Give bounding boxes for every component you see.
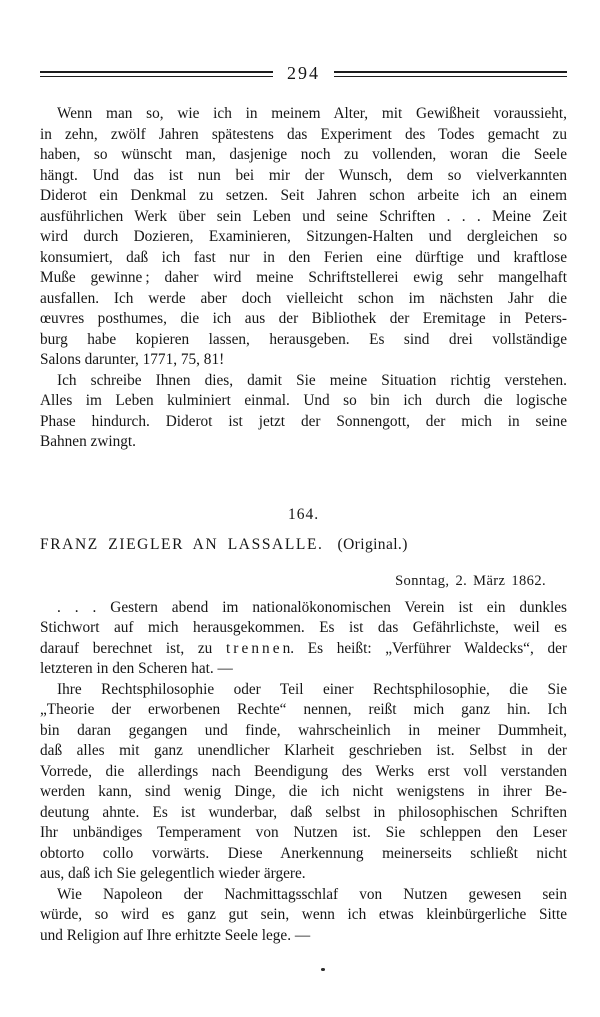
text-line: bin daran gegangen und finde, wahrscheinlich in meiner Dummheit, (40, 721, 567, 739)
text-line: Diderot ein Denkmal zu setzen. Seit Jahren schon arbeite ich an einem (40, 187, 567, 204)
text-line: letzteren in den Scheren hat. — (40, 660, 233, 677)
text-line: œuvres posthumes, die ich aus der Bibliothek der Eremitage in Peters- (40, 310, 567, 327)
text-line: Ich schreibe Ihnen dies, damit Sie meine Situation richtig verstehen. (57, 371, 567, 389)
text-line: Wie Napoleon der Nachmittagsschlaf von Nutzen gewesen sein (57, 885, 567, 903)
text-line: ausführlichen Werk über sein Leben und seine Schriften . . . Meine Zeit (40, 207, 567, 225)
text-line: darauf berechnet ist, zu t r e n n e n. Es heißt: „Verführer Waldecks“, der (40, 639, 567, 657)
letter-body-upper (40, 104, 567, 453)
text-line: Phase hindurch. Diderot ist jetzt der Sonnengott, der mich in seine (40, 412, 567, 430)
text-line: Bahnen zwingt. (40, 433, 137, 450)
letter-body-lower (40, 598, 567, 947)
letter-heading (40, 534, 567, 555)
letter-original-note: (Original.) (337, 535, 408, 553)
header-rule-right (334, 71, 567, 77)
text-line: . . . Gestern abend im nationalökonomischen Verein ist ein dunkles (57, 598, 567, 616)
letter-dateline: Sonntag, 2. März 1862. (395, 572, 546, 589)
text-line: Muße gewinne ; daher wird meine Schriftstellerei ewig sehr mangelhaft (40, 269, 567, 286)
text-line: Wenn man so, wie ich in meinem Alter, mit Gewißheit voraussieht, (57, 105, 567, 122)
text-line: haben, so wünscht man, dasjenige noch zu vollenden, woran die Seele (40, 146, 567, 163)
text-line: daß alles mit ganz unendlicher Klarheit geschrieben ist. Selbst in der (40, 742, 567, 759)
text-line: burg habe kopieren lassen, herausgeben. Es sind drei vollständige (40, 330, 567, 348)
letter-title: FRANZ ZIEGLER AN LASSALLE. (40, 535, 324, 553)
text-line: Salons darunter, 1771, 75, 81! (40, 351, 225, 368)
text-line: konsumiert, daß ich fast nur in den Ferien eine dürftige und kraftlose (40, 248, 567, 266)
text-line: Ihr unbändiges Temperament von Nutzen ist. Sie schleppen den Leser (40, 824, 567, 841)
text-line: Vorrede, die allerdings nach Beendigung des Werks erst voll verstanden (40, 762, 567, 780)
text-line: Alles im Leben kulminiert einmal. Und so bin ich durch die logische (40, 392, 567, 409)
text-line: in zehn, zwölf Jahren spätestens das Experiment des Todes gemacht zu (40, 125, 567, 143)
section-number: 164. (287, 505, 320, 523)
text-line: und Religion auf Ihre erhitzte Seele lege. — (40, 926, 311, 944)
text-line: deutung ahnte. Es ist wunderbar, daß selbst in philosophischen Schriften (40, 803, 567, 821)
text-line: aus, daß ich Sie gelegentlich wieder ärgere. (40, 865, 306, 882)
text-line: Stichwort auf mich herausgekommen. Es ist das Gefährlichste, weil es (40, 619, 567, 636)
header-rule-left (40, 71, 273, 77)
text-line: Ihre Rechtsphilosophie oder Teil einer Rechtsphilosophie, die Sie (57, 680, 567, 698)
text-line: werden kann, sind wenig Dinge, die ich nicht wenigstens in ihrer Be- (40, 783, 567, 800)
text-line: obtorto collo vorwärts. Diese Anerkennung meinerseits schließt nicht (40, 844, 567, 862)
ink-speck-artifact (321, 968, 325, 971)
text-line: hängt. Und das ist nun bei mir der Wunsch, dem so vielverkannten (40, 166, 567, 184)
running-head (40, 62, 567, 85)
page-number: 294 (287, 63, 320, 83)
text-line: wird durch Dozieren, Examinieren, Sitzungen-Halten und dergleichen so (40, 228, 567, 245)
text-line: ausfallen. Ich werde aber doch vielleicht schon im nächsten Jahr die (40, 289, 567, 307)
text-line: „Theorie der erworbenen Rechte“ nennen, reißt mich ganz hin. Ich (40, 701, 567, 718)
text-line: würde, so wird es ganz gut sein, wenn ich etwas kleinbürgerliche Sitte (40, 906, 567, 923)
